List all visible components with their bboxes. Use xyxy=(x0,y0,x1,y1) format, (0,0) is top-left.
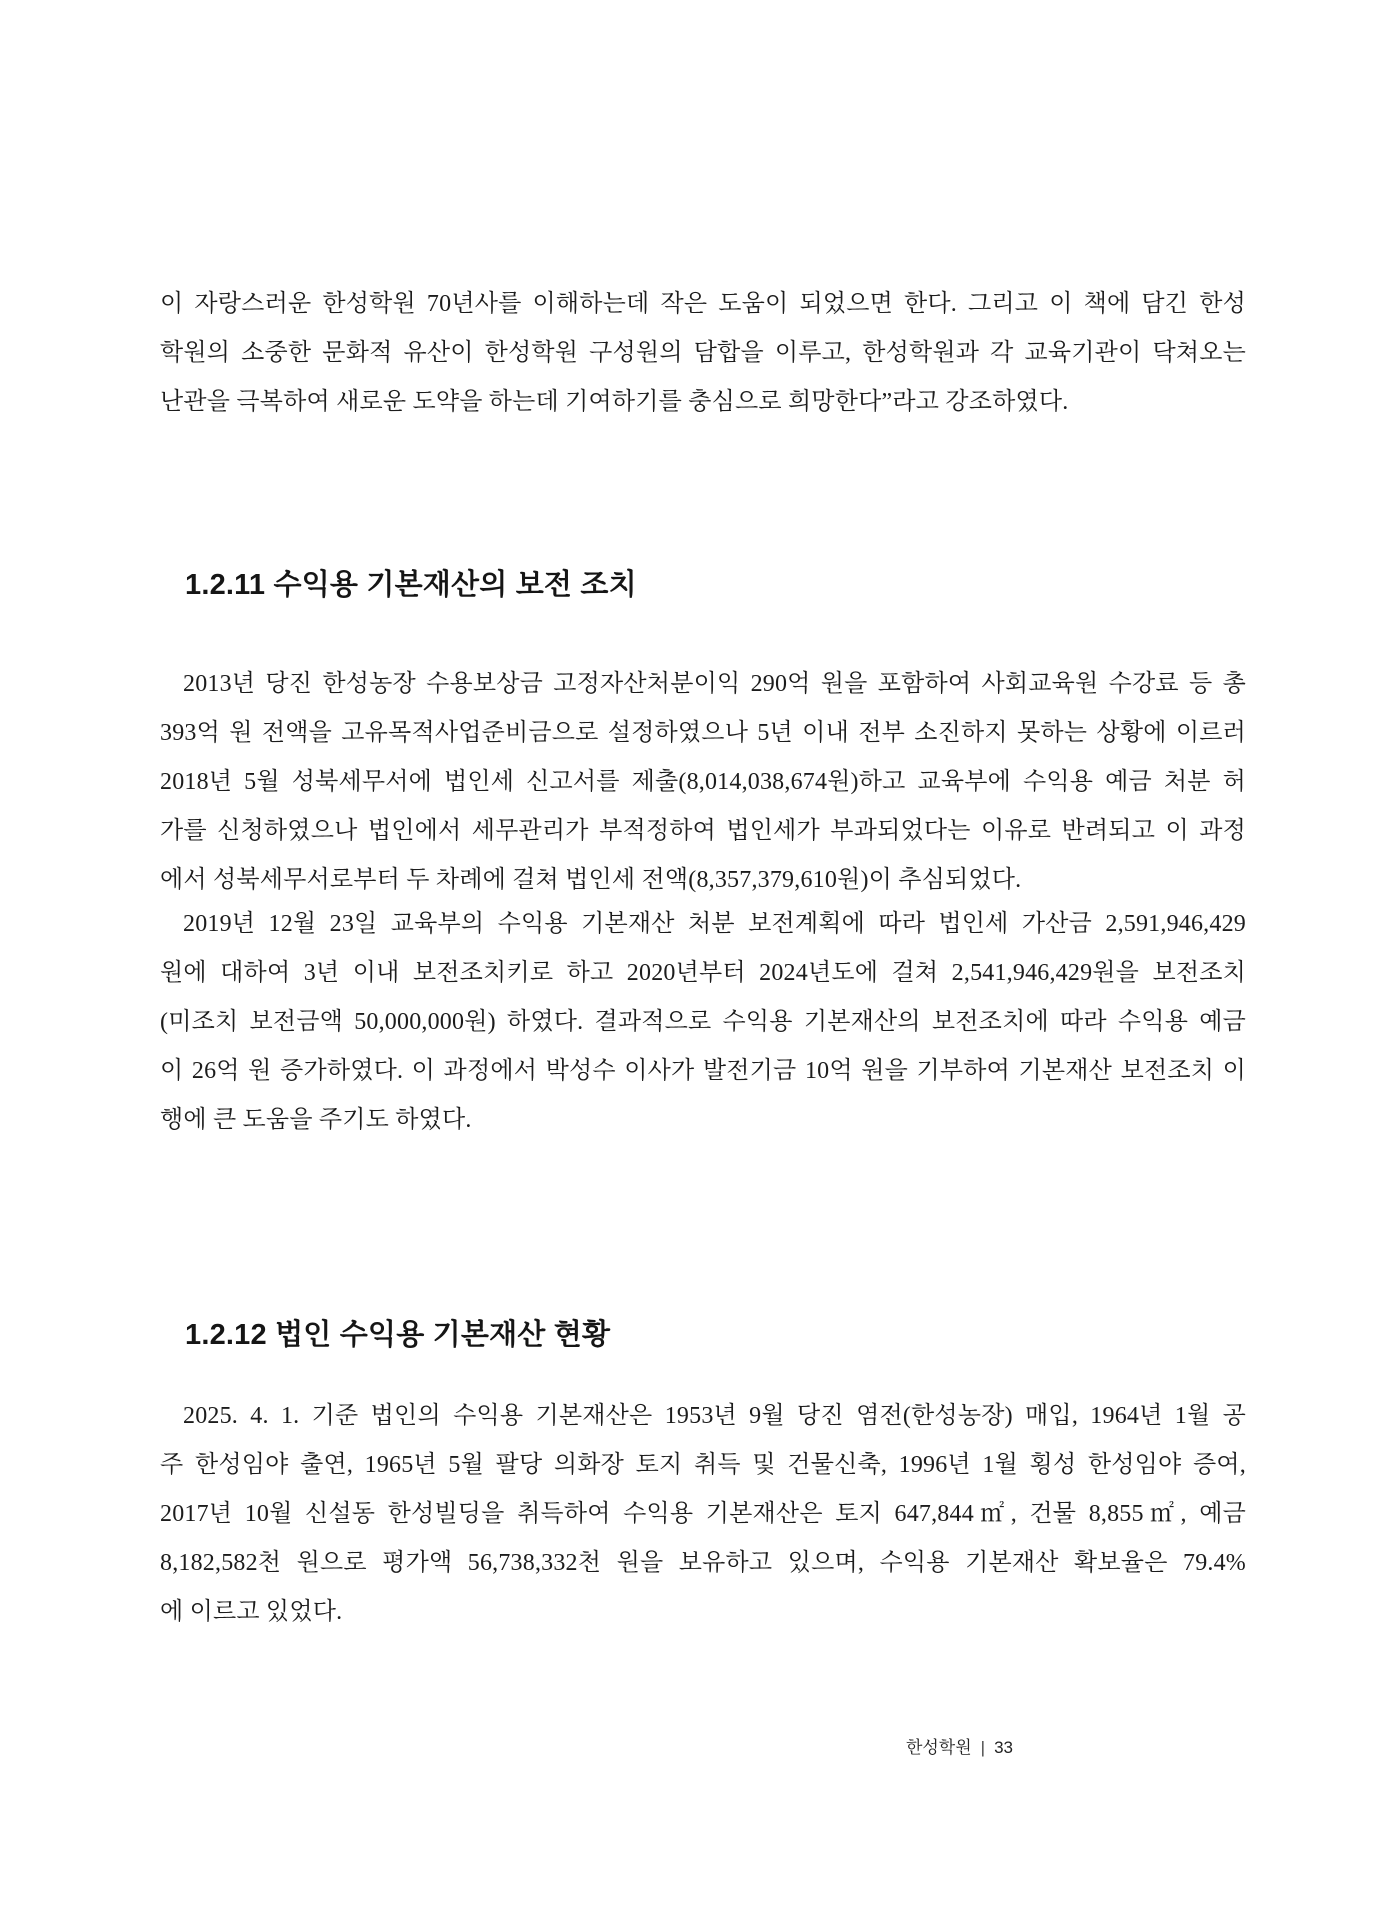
text-line: 학원의 소중한 문화적 유산이 한성학원 구성원의 담합을 이루고, 한성학원과 각 교육기관이 닥쳐오는 xyxy=(160,340,1246,366)
text-line: 8,182,582천 원으로 평가액 56,738,332천 원을 보유하고 있으며, 수익용 기본재산 확보율은 79.4% xyxy=(160,1550,1246,1576)
text-line: 2013년 당진 한성농장 수용보상금 고정자산처분이익 290억 원을 포함하여 사회교육원 수강료 등 총 xyxy=(183,671,1246,697)
page-footer xyxy=(160,1736,1013,1760)
footer-divider: | xyxy=(980,1738,986,1757)
section-1-2-11-paragraph-1 xyxy=(160,660,1246,905)
text-line: 이 자랑스러운 한성학원 70년사를 이해하는데 작은 도움이 되었으면 한다. 그리고 이 책에 담긴 한성 xyxy=(160,291,1246,317)
text-line: 행에 큰 도움을 주기도 하였다. xyxy=(160,1107,472,1133)
text-line: 원에 대하여 3년 이내 보전조치키로 하고 2020년부터 2024년도에 걸쳐 2,541,946,429원을 보전조치 xyxy=(160,960,1246,986)
footer-book-title: 한성학원 xyxy=(905,1738,972,1757)
text-line: 2025. 4. 1. 기준 법인의 수익용 기본재산은 1953년 9월 당진 염전(한성농장) 매입, 1964년 1월 공 xyxy=(183,1403,1246,1429)
section-1-2-11-paragraph-2 xyxy=(160,900,1246,1145)
text-line: 주 한성임야 출연, 1965년 5월 팔당 의화장 토지 취득 및 건물신축, 1996년 1월 횡성 한성임야 증여, xyxy=(160,1452,1246,1478)
text-line: 2017년 10월 신설동 한성빌딩을 취득하여 수익용 기본재산은 토지 647,844㎡, 건물 8,855㎡, 예금 xyxy=(160,1501,1246,1527)
footer-page-number: 33 xyxy=(994,1738,1013,1757)
section-1-2-12-paragraph-1 xyxy=(160,1392,1246,1637)
text-line: (미조치 보전금액 50,000,000원) 하였다. 결과적으로 수익용 기본재산의 보전조치에 따라 수익용 예금 xyxy=(160,1009,1246,1035)
section-heading-1-2-12: 1.2.12 법인 수익용 기본재산 현황 xyxy=(185,1319,611,1351)
text-line: 393억 원 전액을 고유목적사업준비금으로 설정하였으나 5년 이내 전부 소진하지 못하는 상황에 이르러 xyxy=(160,720,1246,746)
text-line: 난관을 극복하여 새로운 도약을 하는데 기여하기를 충심으로 희망한다”라고 강조하였다. xyxy=(160,389,1069,415)
text-line: 에 이르고 있었다. xyxy=(160,1599,343,1625)
intro-paragraph xyxy=(160,280,1246,427)
text-line: 2018년 5월 성북세무서에 법인세 신고서를 제출(8,014,038,674원)하고 교육부에 수익용 예금 처분 허 xyxy=(160,769,1246,795)
text-line: 2019년 12월 23일 교육부의 수익용 기본재산 처분 보전계획에 따라 법인세 가산금 2,591,946,429 xyxy=(183,911,1246,937)
text-line: 이 26억 원 증가하였다. 이 과정에서 박성수 이사가 발전기금 10억 원을 기부하여 기본재산 보전조치 이 xyxy=(160,1058,1246,1084)
text-line: 에서 성북세무서로부터 두 차례에 걸쳐 법인세 전액(8,357,379,610원)이 추심되었다. xyxy=(160,867,1022,893)
section-heading-1-2-11: 1.2.11 수익용 기본재산의 보전 조치 xyxy=(185,569,637,601)
text-line: 가를 신청하였으나 법인에서 세무관리가 부적정하여 법인세가 부과되었다는 이유로 반려되고 이 과정 xyxy=(160,818,1246,844)
